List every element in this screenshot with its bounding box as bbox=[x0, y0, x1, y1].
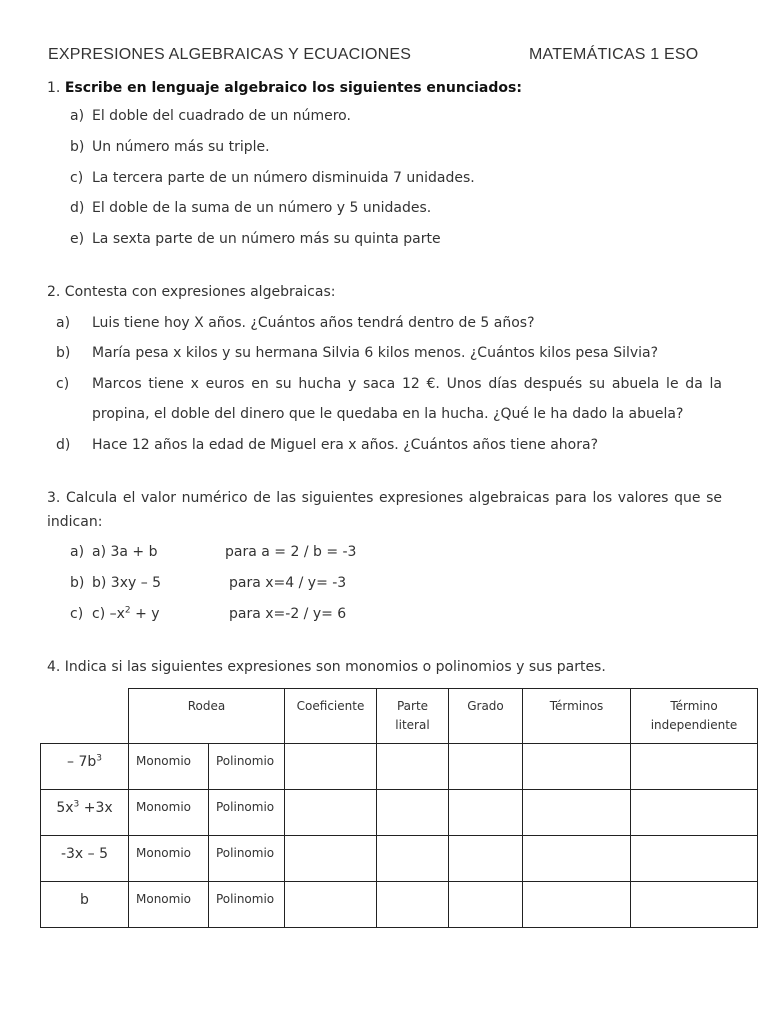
item-values: para x=4 / y= -3 bbox=[229, 575, 347, 591]
item-text: María pesa x kilos y su hermana Silvia 6 kilos menos. ¿Cuántos kilos pesa Silvia? bbox=[92, 345, 659, 361]
section3-heading: 3. Calcula el valor numérico de las siguientes expresiones algebraicas para los valores que se bbox=[47, 490, 722, 506]
item-marker: c) bbox=[56, 376, 70, 392]
item-text: Luis tiene hoy X años. ¿Cuántos años tendrá dentro de 5 años? bbox=[92, 315, 535, 331]
answer-cell-terminos[interactable] bbox=[523, 744, 631, 790]
table-row bbox=[41, 790, 758, 836]
list-item bbox=[70, 544, 158, 560]
answer-cell-parte-literal[interactable] bbox=[377, 882, 449, 928]
item-marker: b) bbox=[70, 575, 85, 591]
expression-exponent: 3 bbox=[96, 753, 102, 764]
section1-heading-text: Escribe en lenguaje algebraico los siguientes enunciados bbox=[64, 80, 517, 96]
answer-cell-coeficiente[interactable] bbox=[285, 882, 377, 928]
header-line: Término bbox=[670, 699, 718, 713]
list-item bbox=[56, 315, 535, 331]
item-text: La tercera parte de un número disminuida 7 unidades. bbox=[92, 170, 475, 186]
section1-heading-colon: : bbox=[516, 80, 522, 96]
item-expression bbox=[92, 606, 160, 622]
answer-cell-termino-independiente[interactable] bbox=[631, 744, 758, 790]
item-text: Marcos tiene x euros en su hucha y saca 12 €. Unos días después su abuela le da la bbox=[92, 376, 722, 392]
option-polinomio[interactable]: Polinomio bbox=[209, 744, 285, 790]
list-item bbox=[70, 170, 475, 186]
item-marker: c) bbox=[70, 170, 84, 186]
document-title: EXPRESIONES ALGEBRAICAS Y ECUACIONES bbox=[48, 46, 412, 63]
row-expression bbox=[41, 882, 129, 928]
answer-cell-termino-independiente[interactable] bbox=[631, 882, 758, 928]
expression-base: 5x bbox=[56, 800, 74, 816]
item-expression: b) 3xy – 5 bbox=[92, 575, 162, 591]
header-line: independiente bbox=[650, 718, 738, 732]
answer-cell-terminos[interactable] bbox=[523, 836, 631, 882]
item-marker: a) bbox=[70, 544, 85, 560]
answer-cell-grado[interactable] bbox=[449, 836, 523, 882]
list-item bbox=[56, 376, 722, 392]
section2-heading: 2. Contesta con expresiones algebraicas: bbox=[47, 284, 336, 300]
table-row bbox=[41, 836, 758, 882]
answer-cell-termino-independiente[interactable] bbox=[631, 836, 758, 882]
answer-cell-termino-independiente[interactable] bbox=[631, 790, 758, 836]
item-marker: e) bbox=[70, 231, 85, 247]
item-values: para a = 2 / b = -3 bbox=[225, 544, 357, 560]
row-expression bbox=[41, 744, 129, 790]
option-monomio[interactable]: Monomio bbox=[129, 744, 209, 790]
item-text: Hace 12 años la edad de Miguel era x años. ¿Cuántos años tiene ahora? bbox=[92, 437, 599, 453]
header-line: Parte bbox=[396, 699, 429, 713]
table-row bbox=[41, 882, 758, 928]
table-corner bbox=[41, 689, 129, 744]
item-marker: b) bbox=[70, 139, 85, 155]
answer-cell-terminos[interactable] bbox=[523, 882, 631, 928]
item-values: para x=-2 / y= 6 bbox=[229, 606, 347, 622]
item-marker: d) bbox=[56, 437, 71, 453]
section1-heading bbox=[47, 80, 522, 96]
item-marker: c) bbox=[70, 606, 84, 622]
column-header-coeficiente: Coeficiente bbox=[285, 689, 377, 744]
option-polinomio[interactable]: Polinomio bbox=[209, 836, 285, 882]
answer-cell-parte-literal[interactable] bbox=[377, 836, 449, 882]
list-item bbox=[70, 575, 161, 591]
row-expression bbox=[41, 836, 129, 882]
item-marker: a) bbox=[70, 108, 85, 124]
expression-base: – 7b bbox=[67, 754, 97, 770]
item-expression: a) 3a + b bbox=[92, 544, 158, 560]
expression-base: b bbox=[80, 892, 89, 908]
expression-exponent: 2 bbox=[124, 605, 131, 616]
option-polinomio[interactable]: Polinomio bbox=[209, 790, 285, 836]
list-item bbox=[56, 345, 658, 361]
option-polinomio[interactable]: Polinomio bbox=[209, 882, 285, 928]
item-marker: b) bbox=[56, 345, 71, 361]
list-item bbox=[70, 108, 351, 124]
answer-cell-grado[interactable] bbox=[449, 744, 523, 790]
header-line: literal bbox=[395, 718, 430, 732]
answer-cell-coeficiente[interactable] bbox=[285, 836, 377, 882]
list-item bbox=[70, 231, 441, 247]
item-text-continued: propina, el doble del dinero que le quedaba en la hucha. ¿Qué le ha dado la abuela? bbox=[92, 406, 684, 422]
option-monomio[interactable]: Monomio bbox=[129, 882, 209, 928]
answer-cell-terminos[interactable] bbox=[523, 790, 631, 836]
item-text: El doble de la suma de un número y 5 unidades. bbox=[92, 200, 432, 216]
answer-cell-coeficiente[interactable] bbox=[285, 790, 377, 836]
option-monomio[interactable]: Monomio bbox=[129, 836, 209, 882]
list-item bbox=[70, 606, 160, 622]
table-header-row bbox=[41, 689, 758, 744]
item-marker: a) bbox=[56, 315, 71, 331]
table-row bbox=[41, 744, 758, 790]
column-header-parte-literal bbox=[377, 689, 449, 744]
classification-table bbox=[40, 688, 758, 928]
expression-rest: +3x bbox=[79, 800, 113, 816]
section1-number: 1. bbox=[47, 80, 61, 96]
expression-base: c) –x bbox=[92, 606, 125, 622]
option-monomio[interactable]: Monomio bbox=[129, 790, 209, 836]
item-marker: d) bbox=[70, 200, 85, 216]
expression-exponent: 3 bbox=[73, 799, 80, 810]
subject-label: MATEMÁTICAS 1 ESO bbox=[529, 46, 699, 63]
row-expression bbox=[41, 790, 129, 836]
list-item bbox=[70, 139, 270, 155]
expression-rest: + y bbox=[130, 606, 160, 622]
answer-cell-parte-literal[interactable] bbox=[377, 790, 449, 836]
column-header-grado: Grado bbox=[449, 689, 523, 744]
section3-heading-continued: indican: bbox=[47, 514, 103, 530]
column-header-termino-independiente bbox=[631, 689, 758, 744]
expression-base: -3x – 5 bbox=[60, 846, 109, 862]
section4-heading: 4. Indica si las siguientes expresiones son monomios o polinomios y sus partes. bbox=[47, 659, 606, 675]
answer-cell-parte-literal[interactable] bbox=[377, 744, 449, 790]
answer-cell-grado[interactable] bbox=[449, 882, 523, 928]
item-text: Un número más su triple. bbox=[92, 139, 270, 155]
item-text: El doble del cuadrado de un número. bbox=[92, 108, 351, 124]
column-header-terminos: Términos bbox=[523, 689, 631, 744]
answer-cell-grado[interactable] bbox=[449, 790, 523, 836]
answer-cell-coeficiente[interactable] bbox=[285, 744, 377, 790]
list-item bbox=[56, 437, 598, 453]
column-header-rodea: Rodea bbox=[129, 689, 285, 744]
list-item bbox=[70, 200, 431, 216]
item-text: La sexta parte de un número más su quinta parte bbox=[92, 231, 441, 247]
